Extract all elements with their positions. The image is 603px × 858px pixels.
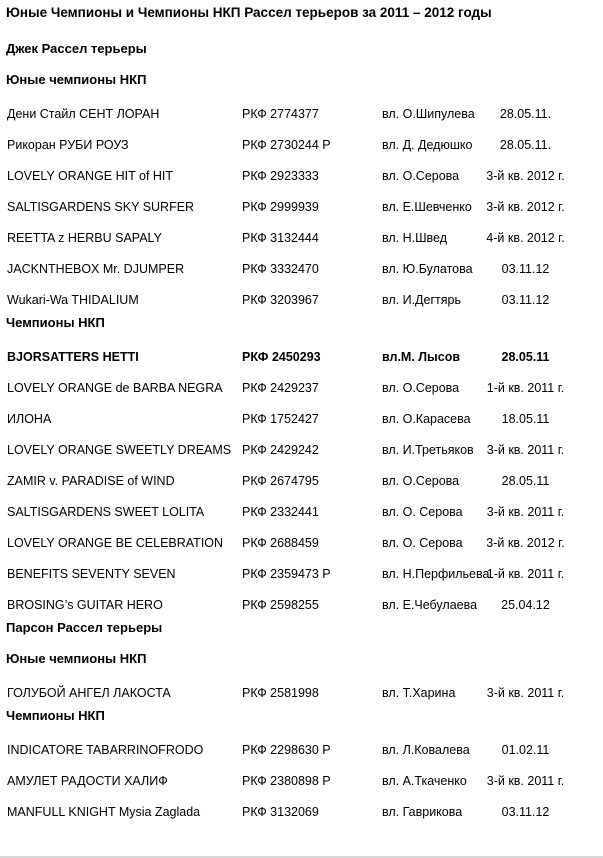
- title-date: 3-й кв. 2011 г.: [486, 774, 565, 788]
- dog-name: Wukari-Wa THIDALIUM: [7, 293, 139, 307]
- registration-number: РКФ 3132069: [242, 805, 319, 819]
- owner-name: вл. Е.Чебулаева: [382, 598, 478, 612]
- dog-entry-row: [7, 169, 603, 187]
- registration-number: РКФ 2688459: [242, 536, 319, 550]
- dog-name: Рикоран РУБИ РОУЗ: [7, 138, 129, 152]
- group-heading: Юные чемпионы НКП: [6, 72, 147, 87]
- registration-number: РКФ 2923333: [242, 169, 319, 183]
- owner-name: вл. О. Серова: [382, 505, 463, 519]
- registration-number: РКФ 2429242: [242, 443, 319, 457]
- group-heading: Чемпионы НКП: [6, 708, 105, 723]
- title-date: 03.11.12: [501, 262, 550, 276]
- owner-name: вл. О.Серова: [382, 381, 460, 395]
- dog-name: ИЛОНА: [7, 412, 52, 426]
- registration-number: РКФ 2674795: [242, 474, 319, 488]
- dog-entry-row: [7, 598, 603, 616]
- section-heading: Парсон Рассел терьеры: [6, 620, 163, 635]
- registration-number: РКФ 2359473 Р: [242, 567, 331, 581]
- title-date: 4-й кв. 2012 г.: [486, 231, 565, 245]
- registration-number: РКФ 2298630 Р: [242, 743, 331, 757]
- owner-name: вл. О.Шипулева: [382, 107, 475, 121]
- dog-name: ГОЛУБОЙ АНГЕЛ ЛАКОСТА: [7, 686, 171, 700]
- group-heading: Чемпионы НКП: [6, 315, 105, 330]
- registration-number: РКФ 2581998: [242, 686, 319, 700]
- owner-name: вл. И.Третьяков: [382, 443, 474, 457]
- title-date: 28.05.11.: [499, 107, 552, 121]
- owner-name: вл. Т.Харина: [382, 686, 456, 700]
- registration-number: РКФ 3203967: [242, 293, 319, 307]
- dog-entry-row: [7, 743, 603, 761]
- registration-number: РКФ 1752427: [242, 412, 319, 426]
- title-date: 3-й кв. 2011 г.: [486, 686, 565, 700]
- owner-name: вл. А.Ткаченко: [382, 774, 467, 788]
- dog-name: BROSING’s GUITAR HERO: [7, 598, 163, 612]
- registration-number: РКФ 2429237: [242, 381, 319, 395]
- dog-entry-row: [7, 686, 603, 704]
- dog-name: Дени Стайл СЕНТ ЛОРАН: [7, 107, 160, 121]
- dog-entry-row: [7, 381, 603, 399]
- title-date: 03.11.12: [501, 805, 550, 819]
- dog-name: SALTISGARDENS SWEET LOLITA: [7, 505, 205, 519]
- dog-name: ZAMIR v. PARADISE of WIND: [7, 474, 175, 488]
- title-date: 28.05.11: [501, 350, 550, 364]
- title-date: 1-й кв. 2011 г.: [486, 381, 565, 395]
- registration-number: РКФ 2774377: [242, 107, 319, 121]
- registration-number: РКФ 2999939: [242, 200, 319, 214]
- dog-entry-row: [7, 805, 603, 823]
- registration-number: РКФ 3132444: [242, 231, 319, 245]
- dog-entry-row: [7, 443, 603, 461]
- owner-name: вл. Гаврикова: [382, 805, 463, 819]
- owner-name: вл. Ю.Булатова: [382, 262, 473, 276]
- owner-name: вл. О.Серова: [382, 169, 460, 183]
- dog-name: JACKNTHEBOX Mr. DJUMPER: [7, 262, 185, 276]
- dog-entry-row: [7, 293, 603, 311]
- owner-name: вл. Н.Швед: [382, 231, 448, 245]
- dog-name: SALTISGARDENS SKY SURFER: [7, 200, 195, 214]
- owner-name: вл. И.Дегтярь: [382, 293, 461, 307]
- dog-entry-row: [7, 774, 603, 792]
- registration-number: РКФ 3332470: [242, 262, 319, 276]
- owner-name: вл. Н.Перфильева: [382, 567, 490, 581]
- registration-number: РКФ 2598255: [242, 598, 319, 612]
- dog-entry-row: [7, 505, 603, 523]
- title-date: 18.05.11: [501, 412, 550, 426]
- owner-name: вл. Е.Шевченко: [382, 200, 472, 214]
- dog-entry-row: [7, 350, 603, 368]
- title-date: 3-й кв. 2012 г.: [486, 200, 565, 214]
- registration-number: РКФ 2380898 Р: [242, 774, 331, 788]
- title-date: 25.04.12: [501, 598, 550, 612]
- dog-name: LOVELY ORANGE de BARBA NEGRA: [7, 381, 223, 395]
- title-date: 1-й кв. 2011 г.: [486, 567, 565, 581]
- dog-name: LOVELY ORANGE HIT of HIT: [7, 169, 174, 183]
- owner-name: вл. О.Карасева: [382, 412, 471, 426]
- owner-name: вл. Д. Дедюшко: [382, 138, 473, 152]
- owner-name: вл. Л.Ковалева: [382, 743, 470, 757]
- dog-name: АМУЛЕТ РАДОСТИ ХАЛИФ: [7, 774, 168, 788]
- dog-name: BJORSATTERS HETTI: [7, 350, 139, 364]
- title-date: 3-й кв. 2011 г.: [486, 443, 565, 457]
- dog-name: INDICATORE TABARRINOFRODO: [7, 743, 204, 757]
- title-date: 3-й кв. 2012 г.: [486, 169, 565, 183]
- dog-entry-row: [7, 231, 603, 249]
- dog-name: LOVELY ORANGE SWEETLY DREAMS: [7, 443, 232, 457]
- group-heading: Юные чемпионы НКП: [6, 651, 147, 666]
- title-date: 28.05.11.: [499, 138, 552, 152]
- dog-entry-row: [7, 536, 603, 554]
- section-heading: Джек Рассел терьеры: [6, 41, 147, 56]
- dog-name: MANFULL KNIGHT Mysia Zaglada: [7, 805, 201, 819]
- page-title: Юные Чемпионы и Чемпионы НКП Рассел терьеров за 2011 – 2012 годы: [6, 5, 492, 20]
- title-date: 28.05.11: [501, 474, 550, 488]
- registration-number: РКФ 2730244 Р: [242, 138, 331, 152]
- dog-entry-row: [7, 200, 603, 218]
- owner-name: вл. О.Серова: [382, 474, 460, 488]
- dog-entry-row: [7, 474, 603, 492]
- owner-name: вл.М. Лысов: [382, 350, 461, 364]
- dog-entry-row: [7, 262, 603, 280]
- title-date: 01.02.11: [501, 743, 550, 757]
- title-date: 3-й кв. 2011 г.: [486, 505, 565, 519]
- title-date: 03.11.12: [501, 293, 550, 307]
- registration-number: РКФ 2332441: [242, 505, 319, 519]
- title-date: 3-й кв. 2012 г.: [486, 536, 565, 550]
- dog-name: LOVELY ORANGE BE CELEBRATION: [7, 536, 224, 550]
- registration-number: РКФ 2450293: [242, 350, 321, 364]
- dog-name: REETTA z HERBU SAPALY: [7, 231, 162, 245]
- owner-name: вл. О. Серова: [382, 536, 463, 550]
- dog-name: BENEFITS SEVENTY SEVEN: [7, 567, 176, 581]
- dog-entry-row: [7, 412, 603, 430]
- dog-entry-row: [7, 107, 603, 125]
- dog-entry-row: [7, 567, 603, 585]
- dog-entry-row: [7, 138, 603, 156]
